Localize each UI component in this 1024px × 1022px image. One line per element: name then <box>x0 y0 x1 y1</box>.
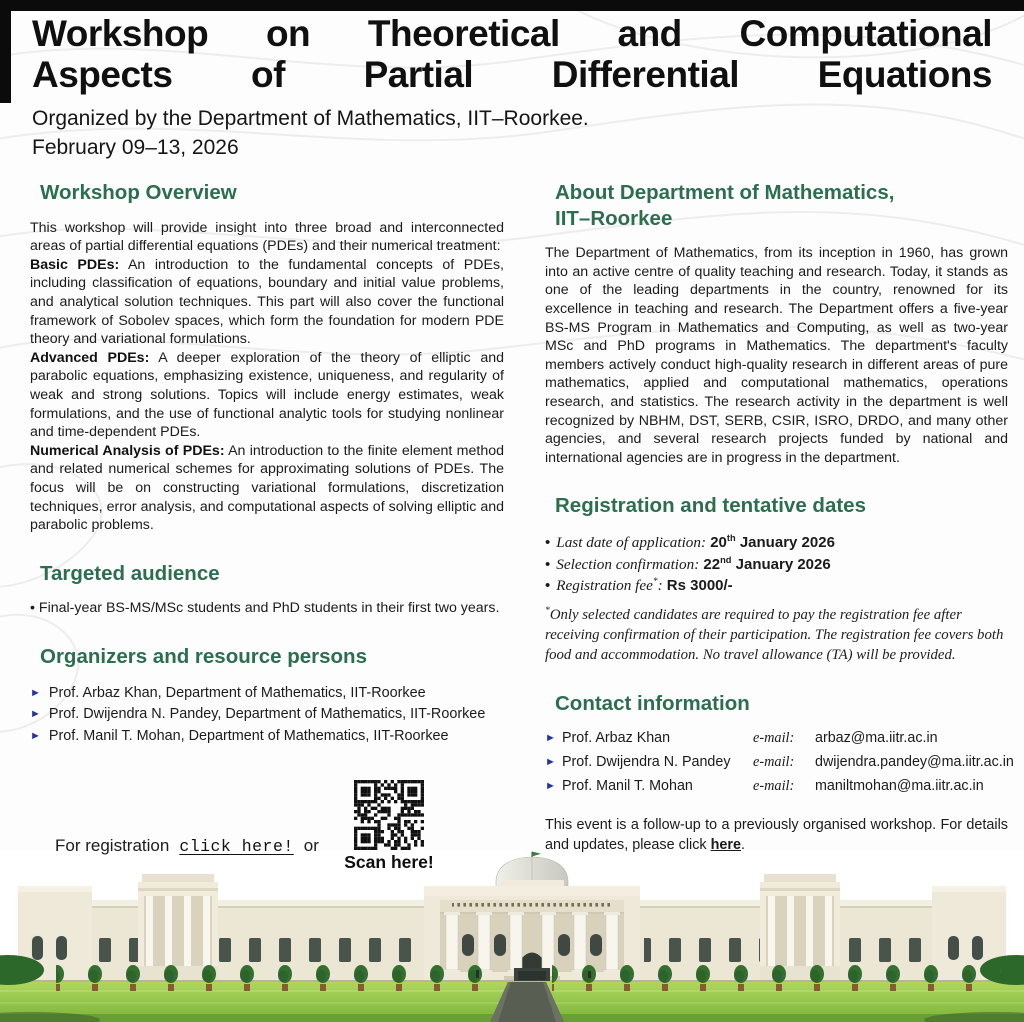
contact-email: dwijendra.pandey@ma.iitr.ac.in <box>815 754 1014 771</box>
registration-dates-heading: Registration and tentative dates <box>555 494 866 518</box>
poster-title-line2: Aspects of Partial Differential Equations <box>32 54 992 96</box>
registration-row <box>55 836 319 856</box>
bullet-marker: • <box>30 600 35 617</box>
contact-name: Prof. Dwijendra N. Pandey <box>562 754 731 771</box>
about-heading-line1: About Department of Mathematics, <box>555 181 895 204</box>
email-label: e-mail: <box>753 778 795 795</box>
footnote-asterisk: * <box>545 604 550 616</box>
registration-date-item <box>545 554 1008 576</box>
targeted-audience-item <box>30 599 504 618</box>
triangle-bullet-icon: ► <box>30 729 41 742</box>
registration-footnote <box>545 604 1008 666</box>
registration-date-item <box>545 532 1008 554</box>
campus-building-illustration <box>0 850 1024 1022</box>
about-heading-line2: IIT–Roorkee <box>555 206 673 230</box>
footnote-text: Only selected candidates are required to pay the registration fee after receiving confirmation of their participation. The registration fee covers both food and accommodation. No travel allowance (TA) will be provided. <box>545 606 1004 664</box>
basic-pdes-text: An introduction to the fundamental concepts of PDEs, including classification of equations, boundary and initial value problems, and analytical solution techniques. This part will also cover the functional framework of Sobolev spaces, which form the foundation for modern PDE theory and variational formulations. <box>30 256 504 348</box>
triangle-bullet-icon: ► <box>545 780 556 793</box>
contact-name: Prof. Manil T. Mohan <box>562 778 693 795</box>
followup-text: This event is a follow-up to a previously organised workshop. For details and updates, please click <box>545 817 1008 854</box>
organizer-item <box>30 704 504 726</box>
organizer-item <box>30 683 504 705</box>
triangle-bullet-icon: ► <box>30 708 41 721</box>
qr-block <box>337 780 441 873</box>
overview-intro: This workshop will provide insight into three broad and interconnected areas of partial differential equations (PDEs) and their numerical treatment: <box>30 219 504 255</box>
right-column <box>545 180 1014 855</box>
followup-note: This event is a follow-up to a previously organised workshop. For details and updates, please click here. <box>545 817 1008 854</box>
bullet-marker: • <box>545 577 551 595</box>
organizer-name: Prof. Dwijendra N. Pandey, Department of Mathematics, IIT-Roorkee <box>48 706 486 723</box>
event-dates: February 09–13, 2026 <box>32 135 239 159</box>
contact-email: maniltmohan@ma.iitr.ac.in <box>815 778 984 795</box>
top-edge-bar <box>0 0 1024 11</box>
left-edge-bar <box>0 0 11 103</box>
fee-label: Registration fee*: <box>556 577 663 595</box>
organizer-item <box>30 726 504 748</box>
contact-heading: Contact information <box>555 692 750 716</box>
date-value: 20th January 2026 <box>710 533 835 551</box>
registration-prefix: For registration <box>55 836 170 855</box>
poster-header <box>32 13 992 160</box>
date-value: 22nd January 2026 <box>703 554 831 573</box>
triangle-bullet-icon: ► <box>30 686 41 699</box>
date-label: Selection confirmation: <box>556 555 700 573</box>
email-label: e-mail: <box>753 754 795 771</box>
basic-pdes-label: Basic PDEs: <box>30 256 120 273</box>
registration-fee-item <box>545 575 1008 597</box>
poster-title <box>32 13 992 96</box>
contact-list <box>545 730 1014 795</box>
poster-title-line1: Workshop on Theoretical and Computational <box>32 13 992 54</box>
date-label: Last date of application: <box>556 534 707 551</box>
about-department-heading <box>555 180 1008 231</box>
scan-here-label: Scan here! <box>344 852 434 872</box>
numerical-pdes-label: Numerical Analysis of PDEs: <box>30 442 225 459</box>
left-column <box>30 180 504 747</box>
email-label: e-mail: <box>753 730 795 747</box>
workshop-overview-heading: Workshop Overview <box>40 181 237 204</box>
targeted-audience-text: Final-year BS-MS/MSc students and PhD students in their first two years. <box>38 600 500 617</box>
organizers-list <box>30 683 504 748</box>
organizer-name: Prof. Manil T. Mohan, Department of Mathematics, IIT-Roorkee <box>48 727 449 744</box>
advanced-pdes-text: A deeper exploration of the theory of elliptic and parabolic equations, emphasizing existence, uniqueness, and regularity of weak and strong solutions. Topics will include energy estimates, weak formulations, and the use of functional analytic tools for studying nonlinear and time-dependent PDEs. <box>30 349 504 441</box>
overview-advanced-pdes <box>30 349 504 442</box>
registration-or: or <box>303 836 319 855</box>
contact-email: arbaz@ma.iitr.ac.in <box>815 730 938 747</box>
advanced-pdes-label: Advanced PDEs: <box>30 349 150 366</box>
numerical-pdes-text: An introduction to the finite element method and related numerical schemes for approximating solutions of PDEs. The focus will be on constructing variational formulations, discretization techniques, error analysis, and computational aspects of solving elliptic and parabolic problems. <box>30 442 504 534</box>
about-department-body: The Department of Mathematics, from its inception in 1960, has grown into an active centre of quality teaching and research. Today, it stands as one of the leading departments in the country, renowned for its excellence in teaching and research. The Department offers a five-year BS-MS Program in Mathematics and Computing, as well as two-year MSc and PhD programs in Mathematics. The department's faculty members actively conduct high-quality research in different areas of pure mathematics, applied and computational mathematics, operations research, and statistics. The research activity in the department is well recognized by NBHM, DST, SERB, CSIR, ISRO, DRDO, and many other agencies, and several research projects funded by national and international agencies are in progress in the department. <box>545 245 1008 466</box>
organizers-heading: Organizers and resource persons <box>40 644 367 668</box>
followup-here-link[interactable]: here <box>710 837 742 854</box>
overview-numerical-pdes <box>30 442 504 535</box>
organized-by-text: Organized by the Department of Mathematics, IIT–Roorkee. <box>32 106 589 130</box>
registration-click-here-link[interactable]: click here! <box>179 837 294 856</box>
triangle-bullet-icon: ► <box>545 732 556 745</box>
organizer-name: Prof. Arbaz Khan, Department of Mathematics, IIT-Roorkee <box>48 684 426 701</box>
fee-value: Rs 3000/- <box>666 577 733 595</box>
qr-code <box>354 780 424 850</box>
bullet-marker: • <box>545 534 551 551</box>
targeted-audience-heading: Targeted audience <box>40 561 220 585</box>
triangle-bullet-icon: ► <box>545 756 556 769</box>
contact-name: Prof. Arbaz Khan <box>562 730 671 747</box>
bullet-marker: • <box>545 555 551 573</box>
overview-basic-pdes <box>30 256 504 349</box>
registration-dates-list <box>545 532 1008 597</box>
